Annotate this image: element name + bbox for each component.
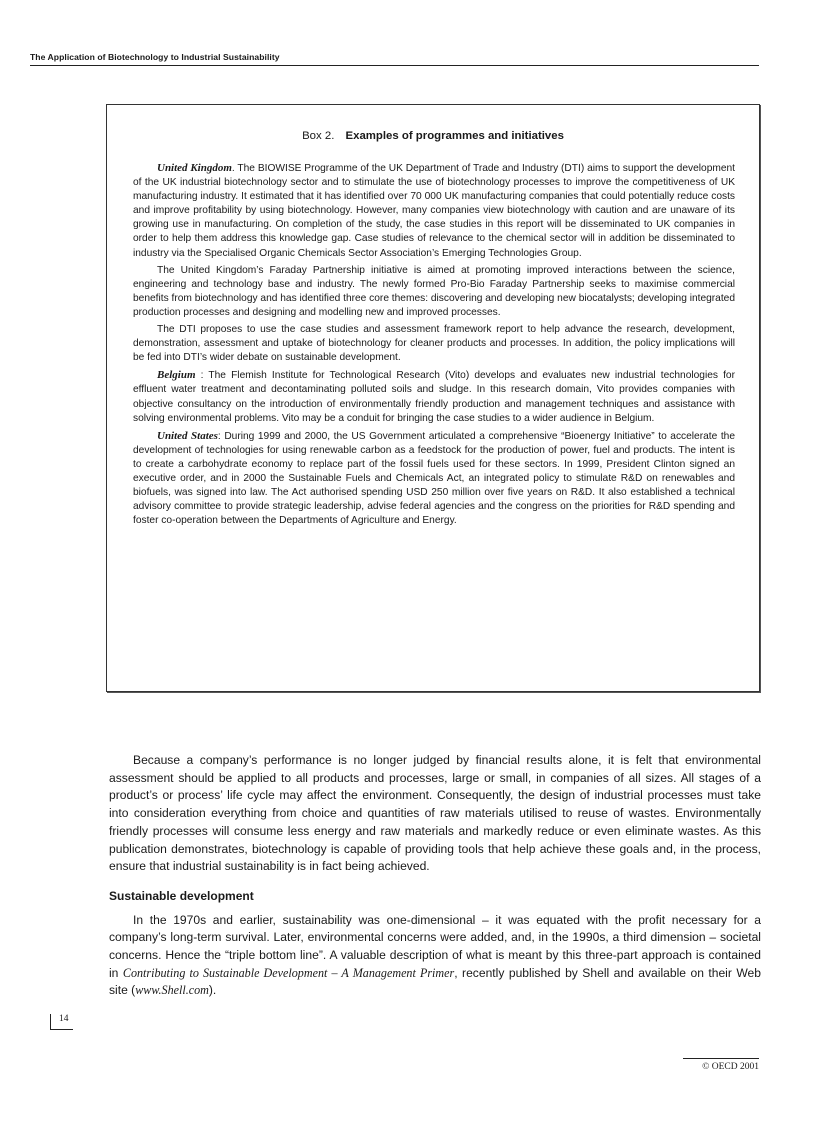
paragraph-text: The United Kingdom’s Faraday Partnership initiative is aimed at promoting improved interactions between the science, engineering and technology base and industry. The newly formed Pro-Bio Faraday Partnership seeks to maximise commercial benefits from biotechnology and has identified three core themes: discovering and developing new biocatalysts; developing integrated production processes and designing and modelling new and improved processes. <box>133 264 736 318</box>
book-title: Contributing to Sustainable Development – A Management Primer <box>122 965 455 980</box>
lead-belgium: Belgium <box>157 369 196 382</box>
lead-united-kingdom: United Kingdom <box>157 162 232 174</box>
box-paragraph-us <box>133 429 735 529</box>
copyright-footer: © OECD 2001 <box>683 1058 759 1072</box>
box-number: Box 2. <box>302 130 335 142</box>
lead-united-states: United States <box>157 429 218 442</box>
box-paragraph-faraday <box>133 264 735 320</box>
box-title-text: Examples of programmes and initiatives <box>345 130 564 142</box>
box-title <box>107 130 759 142</box>
box-body <box>133 161 735 531</box>
running-head: The Application of Biotechnology to Industrial Sustainability <box>30 52 759 66</box>
web-url: www.Shell.com <box>135 983 209 998</box>
paragraph-text: The Flemish Institute for Technological Research (Vito) develops and evaluates new industrial technologies for effluent water treatment and decontaminating polluted soils and sludge. In this research domain, Vito provides companies with objective consultancy on the introduction of environmentally friendly production and management techniques and assistance with solving environmental problems. Vito may be a conduit for bringing the case studies to a wider audience in Belgium. <box>133 370 735 424</box>
page-number: 14 <box>50 1014 73 1030</box>
main-paragraph-1: Because a company’s performance is no longer judged by financial results alone, it is felt that environmental assessment should be applied to all products and processes, large or small, in companies of all sizes. All stages of a product’s or process’ life cycle may affect the environment. Consequently, the design of industrial processes must take into consideration everything from choice and quantities of raw materials utilised to reuse of wastes. Environmentally friendly processes will consume less energy and raw materials and markedly reduce or even eliminate wastes. As this publication demonstrates, biotechnology is capable of providing tools that help achieve these goals and, in the process, ensure that industrial sustainability is in fact being achieved. <box>109 753 761 874</box>
paragraph-text: The DTI proposes to use the case studies and assessment framework report to help advance the research, development, demonstration, assessment and uptake of biotechnology for cleaner products and processes. In addition, the policy implications will be fed into DTI’s wider debate on sustainable development. <box>133 324 735 364</box>
box-paragraph-dti <box>133 323 735 365</box>
paragraph-text: The BIOWISE Programme of the UK Department of Trade and Industry (DTI) aims to support the development of the UK industrial biotechnology sector and to stimulate the use of biotechnology processes to improve the competitiveness of UK manufacturing industry. It estimated that it has identified over 70 000 UK manufacturing companies that could potentially reduce costs and improve profitability by using biotechnology. However, many companies view biotechnology with caution and are unaware of its growing use in manufacturing. On completion of the study, the case studies in this report will be disseminated to UK companies in order to help them address this knowledge gap. Case studies of relevance to the chemical sector will in addition be disseminated to industry via the Specialised Organic Chemicals Sector Association’s Emerging Technologies Group. <box>133 163 736 259</box>
paragraph-text: ). <box>208 983 217 998</box>
separator: : <box>217 430 225 442</box>
main-paragraph-2 <box>109 912 761 1001</box>
separator: : <box>195 370 209 382</box>
paragraph-text: During 1999 and 2000, the US Government articulated a comprehensive “Bioenergy Initiative” to accelerate the development of technologies for using renewable carbon as a feedstock for the production of power, fuel and products. The intent is to create a carbohydrate economy to replace part of the fossil fuels used for these sectors. In 1999, President Clinton signed an executive order, and in 2000 the Sustainable Fuels and Chemicals Act, an integrated policy to stimulate R&D on renewables and biofuels, was signed into law. The Act authorised spending USD 250 million over five years on R&D. It also established a technical advisory committee to provide strategic leadership, advise federal agencies and the congress on the priorities for R&D spending and foster co-operation between the Departments of Agriculture and Energy. <box>133 430 735 527</box>
paragraph-text: , recently published by Shell and available on their Web site ( <box>109 965 761 998</box>
box-paragraph-belgium <box>133 368 735 425</box>
section-heading: Sustainable development <box>109 888 254 903</box>
box-paragraph-uk <box>133 161 735 261</box>
main-text <box>109 752 761 1000</box>
separator: . <box>231 163 238 174</box>
box-2 <box>106 104 760 692</box>
paragraph-text: In the 1970s and earlier, sustainability was one-dimensional – it was equated with the profit necessary for a company’s long-term survival. Later, environmental concerns were added, and, in the 1990s, a third dimension – societal concerns. Hence the “triple bottom line”. A valuable description of what is meant by this three-part approach is contained in <box>109 912 761 980</box>
